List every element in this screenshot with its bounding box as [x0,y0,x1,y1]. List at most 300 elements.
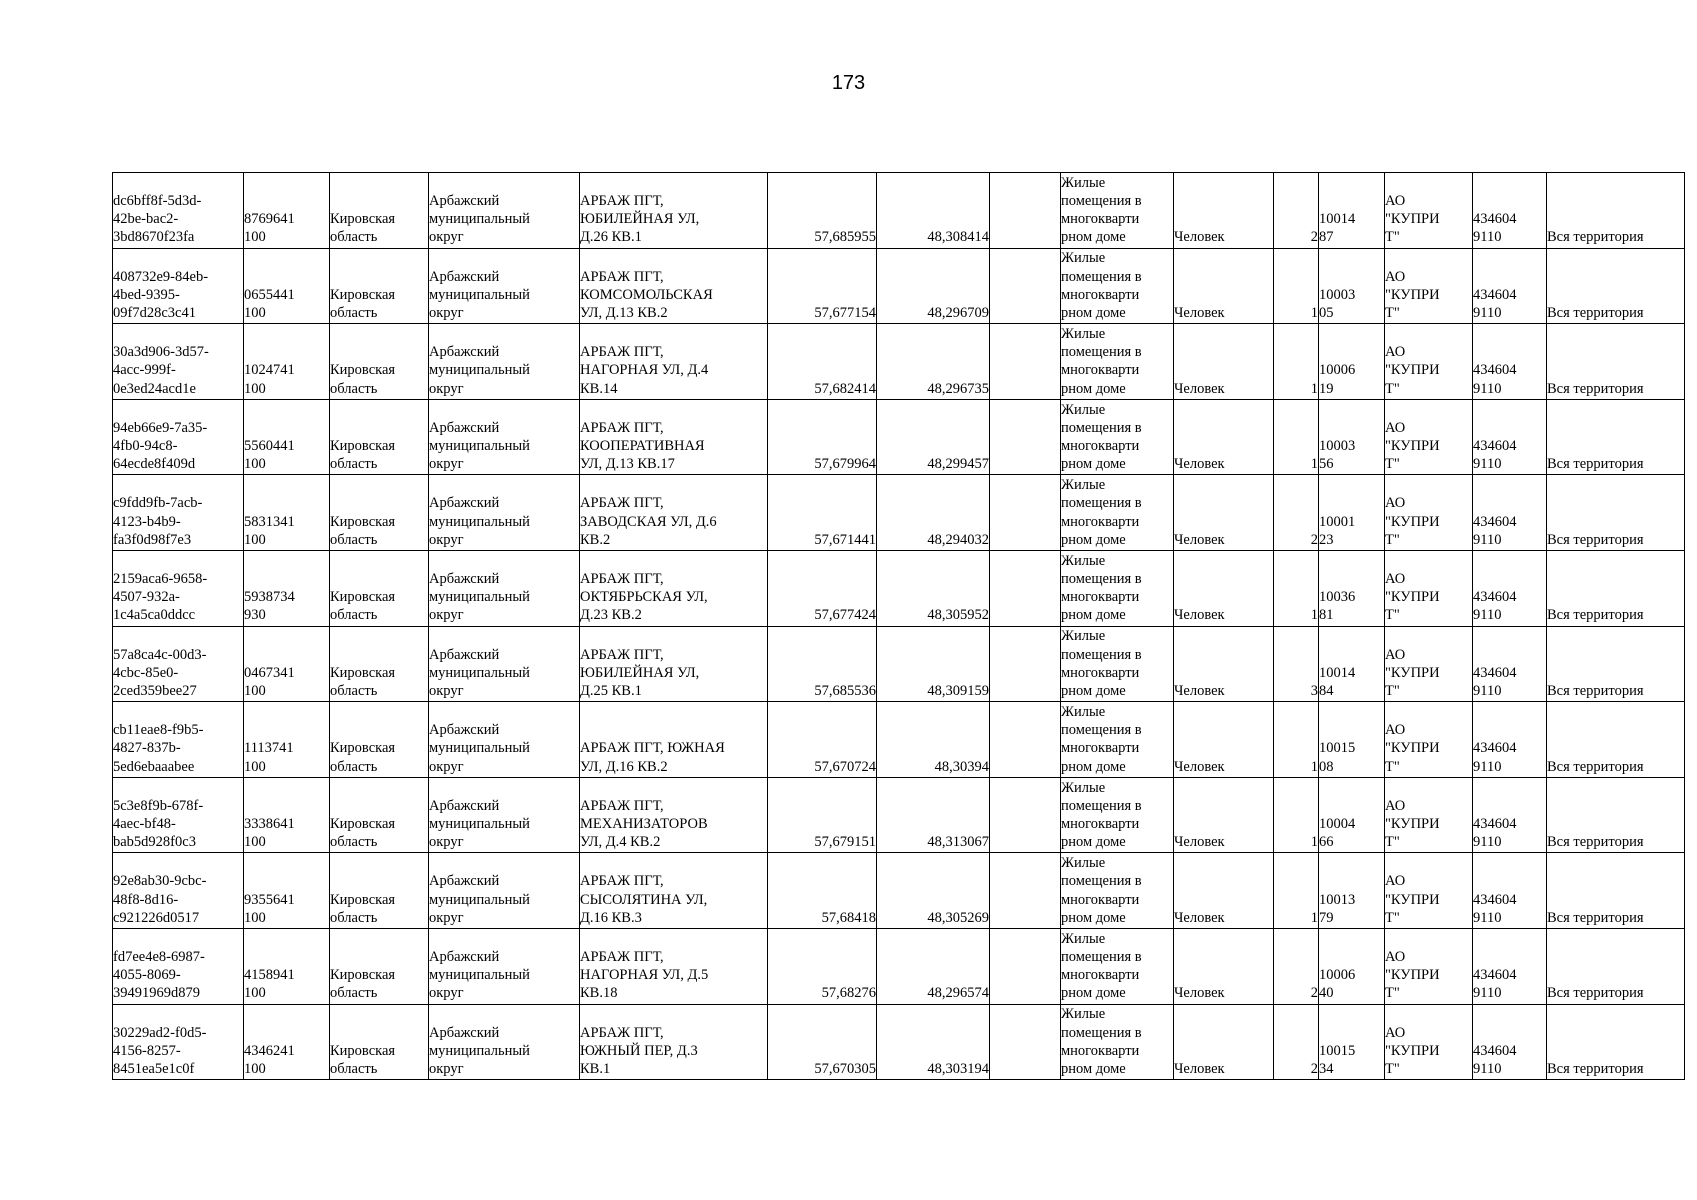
cell-latitude-text: 57,68276 [821,985,876,1002]
cell-address-text: АРБАЖ ПГТ, НАГОРНАЯ УЛ, Д.4 КВ.14 [580,344,709,397]
cell-district-text: Арбажский муниципальный округ [429,797,530,851]
cell-latitude-text: 57,677154 [814,304,876,321]
cell-id-text: 5c3e8f9b-678f- 4aec-bf48- bab5d928f0c3 [113,797,204,851]
cell-address-text: АРБАЖ ПГТ, НАГОРНАЯ УЛ, Д.5 КВ.18 [580,948,709,1002]
cell-object-type [1061,324,1174,400]
cell-organization-text: АО "КУПРИ Т" [1385,646,1440,699]
cell-region [330,173,429,249]
cell-territory [1547,173,1685,249]
cell-longitude-text: 48,303194 [927,1060,989,1077]
cell-unit [1174,777,1274,853]
cell-inn [1473,550,1547,626]
cell-unit [1174,702,1274,778]
cell-region-text: Кировская область [330,1042,396,1077]
cell-count [1274,777,1319,853]
cell-count [1274,1004,1319,1080]
cell-territory-text: Вся территория [1547,1060,1644,1077]
cell-district-text: Арбажский муниципальный округ [429,722,530,775]
cell-unit-text: Человек [1174,758,1225,775]
cell-inn-text: 434604 9110 [1473,211,1517,246]
cell-code [244,324,330,400]
cell-unit [1174,173,1274,249]
cell-region [330,626,429,702]
cell-address [580,777,768,853]
cell-district-text: Арбажский муниципальный округ [429,948,530,1002]
cell-address-text: АРБАЖ ПГТ, ЗАВОДСКАЯ УЛ, Д.6 КВ.2 [580,495,717,548]
cell-region-text: Кировская область [330,967,396,1002]
cell-longitude [877,475,990,551]
cell-count [1274,475,1319,551]
table-row [113,173,1685,249]
cell-inn-text: 434604 9110 [1473,891,1517,926]
cell-territory-text: Вся территория [1547,834,1644,851]
cell-unit [1174,399,1274,475]
cell-object-type-text: Жилые помещения в многокварти рном доме [1061,552,1142,624]
cell-inn-text: 434604 9110 [1473,967,1517,1002]
cell-longitude [877,853,990,929]
cell-unit-text: Человек [1174,456,1225,473]
cell-inn [1473,626,1547,702]
cell-inn [1473,173,1547,249]
cell-region-text: Кировская область [330,589,396,624]
cell-address [580,702,768,778]
cell-territory [1547,853,1685,929]
cell-organization [1385,324,1473,400]
cell-count-text: 2 [1310,229,1318,246]
cell-region [330,248,429,324]
cell-inn [1473,853,1547,929]
cell-longitude [877,702,990,778]
cell-territory [1547,702,1685,778]
cell-district-text: Арбажский муниципальный округ [429,192,530,246]
cell-object-type-text: Жилые помещения в многокварти рном доме [1061,250,1142,321]
cell-object-type [1061,853,1174,929]
cell-object-type [1061,173,1174,249]
cell-organization [1385,173,1473,249]
cell-unit-text: Человек [1174,909,1225,926]
cell-latitude-text: 57,670724 [814,758,876,775]
cell-object-type-text: Жилые помещения в многокварти рном доме [1061,930,1142,1002]
cell-inn [1473,702,1547,778]
cell-code [244,248,330,324]
cell-unit-text: Человек [1174,985,1225,1002]
table-row [113,475,1685,551]
cell-object-type-text: Жилые помещения в многокварти рном доме [1061,628,1142,699]
cell-organization [1385,702,1473,778]
cell-count [1274,399,1319,475]
cell-account [1319,399,1385,475]
cell-longitude-text: 48,296709 [927,304,989,321]
cell-unit [1174,324,1274,400]
cell-code [244,399,330,475]
cell-account [1319,853,1385,929]
table-row [113,702,1685,778]
cell-latitude [768,550,877,626]
cell-organization [1385,1004,1473,1080]
cell-unit [1174,475,1274,551]
cell-organization-text: АО "КУПРИ Т" [1385,797,1440,851]
data-table [112,172,1685,1080]
cell-unit-text: Человек [1174,682,1225,699]
cell-count-text: 1 [1310,758,1318,775]
cell-address-text: АРБАЖ ПГТ, ЮБИЛЕЙНАЯ УЛ, Д.26 КВ.1 [580,192,700,246]
cell-territory [1547,248,1685,324]
cell-code-text: 1024741 100 [244,362,295,397]
cell-inn-text: 434604 9110 [1473,286,1517,321]
cell-empty [990,475,1061,551]
cell-count-text: 1 [1310,607,1318,624]
cell-longitude-text: 48,308414 [927,229,989,246]
cell-code-text: 5560441 100 [244,437,295,473]
cell-count-text: 2 [1310,985,1318,1002]
cell-id [113,1004,244,1080]
cell-empty [990,248,1061,324]
cell-account-text: 10006 19 [1319,362,1356,397]
cell-id-text: fd7ee4e8-6987- 4055-8069- 39491969d879 [113,948,205,1002]
cell-inn [1473,777,1547,853]
cell-id [113,399,244,475]
cell-unit-text: Человек [1174,1060,1225,1077]
cell-code [244,626,330,702]
cell-latitude-text: 57,670305 [814,1060,876,1077]
cell-region [330,928,429,1004]
cell-district [429,1004,580,1080]
cell-latitude [768,399,877,475]
cell-longitude [877,550,990,626]
cell-code [244,1004,330,1080]
table-row [113,399,1685,475]
cell-region-text: Кировская область [330,362,396,397]
cell-account-text: 10004 66 [1319,815,1356,851]
cell-count-text: 2 [1310,1060,1318,1077]
cell-latitude [768,626,877,702]
cell-empty [990,702,1061,778]
cell-latitude [768,702,877,778]
cell-id [113,173,244,249]
cell-address [580,399,768,475]
cell-territory-text: Вся территория [1547,682,1644,699]
cell-object-type [1061,1004,1174,1080]
cell-count-text: 1 [1310,834,1318,851]
cell-id-text: 408732e9-84eb- 4bed-9395- 09f7d28c3c41 [113,268,209,321]
table-row [113,248,1685,324]
cell-unit-text: Человек [1174,229,1225,246]
cell-territory [1547,626,1685,702]
cell-id [113,777,244,853]
cell-object-type [1061,248,1174,324]
cell-id-text: 30229ad2-f0d5- 4156-8257- 8451ea5e1c0f [113,1024,207,1077]
cell-inn-text: 434604 9110 [1473,815,1517,851]
cell-code-text: 5831341 100 [244,513,295,548]
cell-latitude-text: 57,677424 [814,607,876,624]
cell-id-text: 57a8ca4c-00d3- 4cbc-85e0- 2ced359bee27 [113,646,207,699]
cell-object-type [1061,475,1174,551]
cell-longitude-text: 48,305269 [927,909,989,926]
cell-address-text: АРБАЖ ПГТ, КООПЕРАТИВНАЯ УЛ, Д.13 КВ.17 [580,419,705,473]
table-body [113,173,1685,1080]
cell-account-text: 10003 05 [1319,286,1356,321]
cell-district-text: Арбажский муниципальный округ [429,268,530,321]
cell-code [244,853,330,929]
page-number: 173 [831,72,866,94]
cell-empty [990,1004,1061,1080]
cell-code [244,928,330,1004]
cell-empty [990,173,1061,249]
cell-unit [1174,248,1274,324]
cell-organization-text: АО "КУПРИ Т" [1385,268,1440,321]
cell-latitude-text: 57,679151 [814,834,876,851]
cell-district [429,173,580,249]
table-row [113,324,1685,400]
cell-account [1319,1004,1385,1080]
cell-organization-text: АО "КУПРИ Т" [1385,495,1440,548]
cell-district [429,475,580,551]
cell-district [429,248,580,324]
table-row [113,550,1685,626]
cell-district-text: Арбажский муниципальный округ [429,873,530,926]
cell-region-text: Кировская область [330,211,396,246]
cell-district [429,324,580,400]
cell-account [1319,324,1385,400]
cell-account-text: 10036 81 [1319,589,1356,624]
cell-organization-text: АО "КУПРИ Т" [1385,873,1440,926]
cell-address [580,626,768,702]
cell-count [1274,173,1319,249]
cell-district-text: Арбажский муниципальный округ [429,570,530,624]
cell-object-type-text: Жилые помещения в многокварти рном доме [1061,779,1142,851]
cell-region-text: Кировская область [330,513,396,548]
cell-object-type-text: Жилые помещения в многокварти рном доме [1061,1006,1142,1077]
cell-id [113,324,244,400]
table-row [113,853,1685,929]
cell-id [113,626,244,702]
cell-longitude-text: 48,294032 [927,531,989,548]
cell-object-type-text: Жилые помещения в многокварти рном доме [1061,703,1142,775]
cell-id-text: 92e8ab30-9cbc- 48f8-8d16- c921226d0517 [113,873,207,926]
cell-territory [1547,1004,1685,1080]
cell-code-text: 8769641 100 [244,211,295,246]
cell-organization-text: АО "КУПРИ Т" [1385,722,1440,775]
cell-longitude [877,173,990,249]
cell-inn-text: 434604 9110 [1473,740,1517,775]
cell-organization-text: АО "КУПРИ Т" [1385,192,1440,246]
cell-inn [1473,475,1547,551]
cell-id-text: dc6bff8f-5d3d- 42be-bac2- 3bd8670f23fa [113,192,202,246]
cell-address-text: АРБАЖ ПГТ, СЫСОЛЯТИНА УЛ, Д.16 КВ.3 [580,873,708,926]
cell-region [330,777,429,853]
cell-district-text: Арбажский муниципальный округ [429,419,530,473]
cell-territory-text: Вся территория [1547,909,1644,926]
cell-code [244,173,330,249]
cell-code [244,550,330,626]
cell-district-text: Арбажский муниципальный округ [429,344,530,397]
cell-id-text: c9fdd9fb-7acb- 4123-b4b9- fa3f0d98f7e3 [113,495,203,548]
cell-district-text: Арбажский муниципальный округ [429,495,530,548]
cell-address-text: АРБАЖ ПГТ, ЮЖНЫЙ ПЕР, Д.3 КВ.1 [580,1024,698,1077]
cell-address-text: АРБАЖ ПГТ, ЮБИЛЕЙНАЯ УЛ, Д.25 КВ.1 [580,646,700,699]
cell-organization [1385,777,1473,853]
cell-inn [1473,248,1547,324]
cell-longitude [877,248,990,324]
cell-code [244,777,330,853]
cell-territory [1547,928,1685,1004]
cell-code-text: 9355641 100 [244,891,295,926]
cell-code-text: 4158941 100 [244,967,295,1002]
cell-empty [990,550,1061,626]
cell-address [580,173,768,249]
cell-account-text: 10015 34 [1319,1042,1356,1077]
cell-latitude [768,777,877,853]
cell-unit [1174,853,1274,929]
cell-longitude-text: 48,305952 [927,607,989,624]
cell-longitude [877,324,990,400]
cell-count [1274,928,1319,1004]
table-row [113,1004,1685,1080]
cell-account-text: 10013 79 [1319,891,1356,926]
cell-latitude-text: 57,68418 [821,909,876,926]
cell-code-text: 4346241 100 [244,1042,295,1077]
cell-region [330,550,429,626]
cell-district [429,550,580,626]
cell-organization [1385,399,1473,475]
cell-id-text: cb11eae8-f9b5- 4827-837b- 5ed6ebaaabee [113,722,204,775]
cell-count-text: 1 [1310,304,1318,321]
cell-count [1274,626,1319,702]
cell-empty [990,853,1061,929]
cell-code-text: 3338641 100 [244,815,295,851]
cell-region-text: Кировская область [330,664,396,699]
table-row [113,777,1685,853]
cell-address-text: АРБАЖ ПГТ, МЕХАНИЗАТОРОВ УЛ, Д.4 КВ.2 [580,797,708,851]
cell-unit-text: Человек [1174,304,1225,321]
cell-latitude-text: 57,685955 [814,229,876,246]
cell-id-text: 30a3d906-3d57- 4acc-999f- 0e3ed24acd1e [113,344,209,397]
cell-object-type-text: Жилые помещения в многокварти рном доме [1061,477,1142,548]
cell-count-text: 3 [1310,682,1318,699]
cell-account [1319,248,1385,324]
cell-object-type [1061,928,1174,1004]
cell-inn-text: 434604 9110 [1473,513,1517,548]
cell-inn [1473,1004,1547,1080]
cell-organization-text: АО "КУПРИ Т" [1385,948,1440,1002]
cell-district [429,853,580,929]
cell-longitude-text: 48,299457 [927,456,989,473]
cell-longitude-text: 48,30394 [934,758,989,775]
cell-district [429,928,580,1004]
cell-longitude [877,777,990,853]
cell-empty [990,626,1061,702]
cell-code-text: 0655441 100 [244,286,295,321]
cell-code [244,702,330,778]
cell-organization [1385,626,1473,702]
cell-count [1274,248,1319,324]
cell-account-text: 10014 84 [1319,664,1356,699]
cell-unit [1174,550,1274,626]
cell-unit-text: Человек [1174,607,1225,624]
cell-id [113,702,244,778]
cell-region [330,324,429,400]
cell-organization-text: АО "КУПРИ Т" [1385,344,1440,397]
cell-address-text: АРБАЖ ПГТ, ЮЖНАЯ УЛ, Д.16 КВ.2 [580,740,725,775]
cell-empty [990,777,1061,853]
cell-unit [1174,928,1274,1004]
cell-address [580,324,768,400]
cell-empty [990,399,1061,475]
table-row [113,626,1685,702]
cell-region [330,1004,429,1080]
cell-latitude [768,324,877,400]
cell-organization [1385,853,1473,929]
cell-code-text: 0467341 100 [244,664,295,699]
cell-latitude-text: 57,682414 [814,380,876,397]
cell-inn [1473,324,1547,400]
cell-account [1319,702,1385,778]
cell-territory-text: Вся территория [1547,304,1644,321]
cell-empty [990,324,1061,400]
cell-object-type [1061,399,1174,475]
cell-account-text: 10015 08 [1319,740,1356,775]
cell-district [429,777,580,853]
cell-account-text: 10003 56 [1319,437,1356,473]
cell-territory [1547,777,1685,853]
cell-longitude-text: 48,309159 [927,682,989,699]
cell-count [1274,324,1319,400]
cell-organization-text: АО "КУПРИ Т" [1385,419,1440,473]
cell-territory [1547,399,1685,475]
cell-district [429,702,580,778]
cell-account [1319,550,1385,626]
cell-organization-text: АО "КУПРИ Т" [1385,570,1440,624]
table-row [113,928,1685,1004]
cell-address [580,475,768,551]
cell-object-type [1061,777,1174,853]
cell-count-text: 1 [1310,380,1318,397]
cell-account-text: 10006 40 [1319,967,1356,1002]
cell-unit [1174,626,1274,702]
cell-id [113,248,244,324]
cell-account [1319,173,1385,249]
cell-inn-text: 434604 9110 [1473,362,1517,397]
cell-longitude [877,626,990,702]
cell-count-text: 1 [1310,456,1318,473]
cell-object-type [1061,626,1174,702]
cell-unit-text: Человек [1174,380,1225,397]
cell-object-type-text: Жилые помещения в многокварти рном доме [1061,855,1142,926]
cell-address [580,248,768,324]
cell-code-text: 5938734 930 [244,589,295,624]
cell-id-text: 2159aca6-9658- 4507-932a- 1c4a5ca0ddcc [113,570,208,624]
cell-object-type [1061,550,1174,626]
cell-address [580,1004,768,1080]
cell-object-type-text: Жилые помещения в многокварти рном доме [1061,325,1142,397]
cell-organization-text: АО "КУПРИ Т" [1385,1024,1440,1077]
cell-id [113,475,244,551]
cell-territory [1547,475,1685,551]
cell-district [429,399,580,475]
cell-empty [990,928,1061,1004]
cell-count-text: 1 [1310,909,1318,926]
cell-count [1274,702,1319,778]
cell-region [330,702,429,778]
cell-unit-text: Человек [1174,531,1225,548]
cell-region-text: Кировская область [330,437,396,473]
cell-region-text: Кировская область [330,740,396,775]
cell-territory [1547,550,1685,626]
cell-id [113,928,244,1004]
cell-address-text: АРБАЖ ПГТ, ОКТЯБРЬСКАЯ УЛ, Д.23 КВ.2 [580,570,708,624]
cell-latitude-text: 57,679964 [814,456,876,473]
cell-longitude [877,928,990,1004]
